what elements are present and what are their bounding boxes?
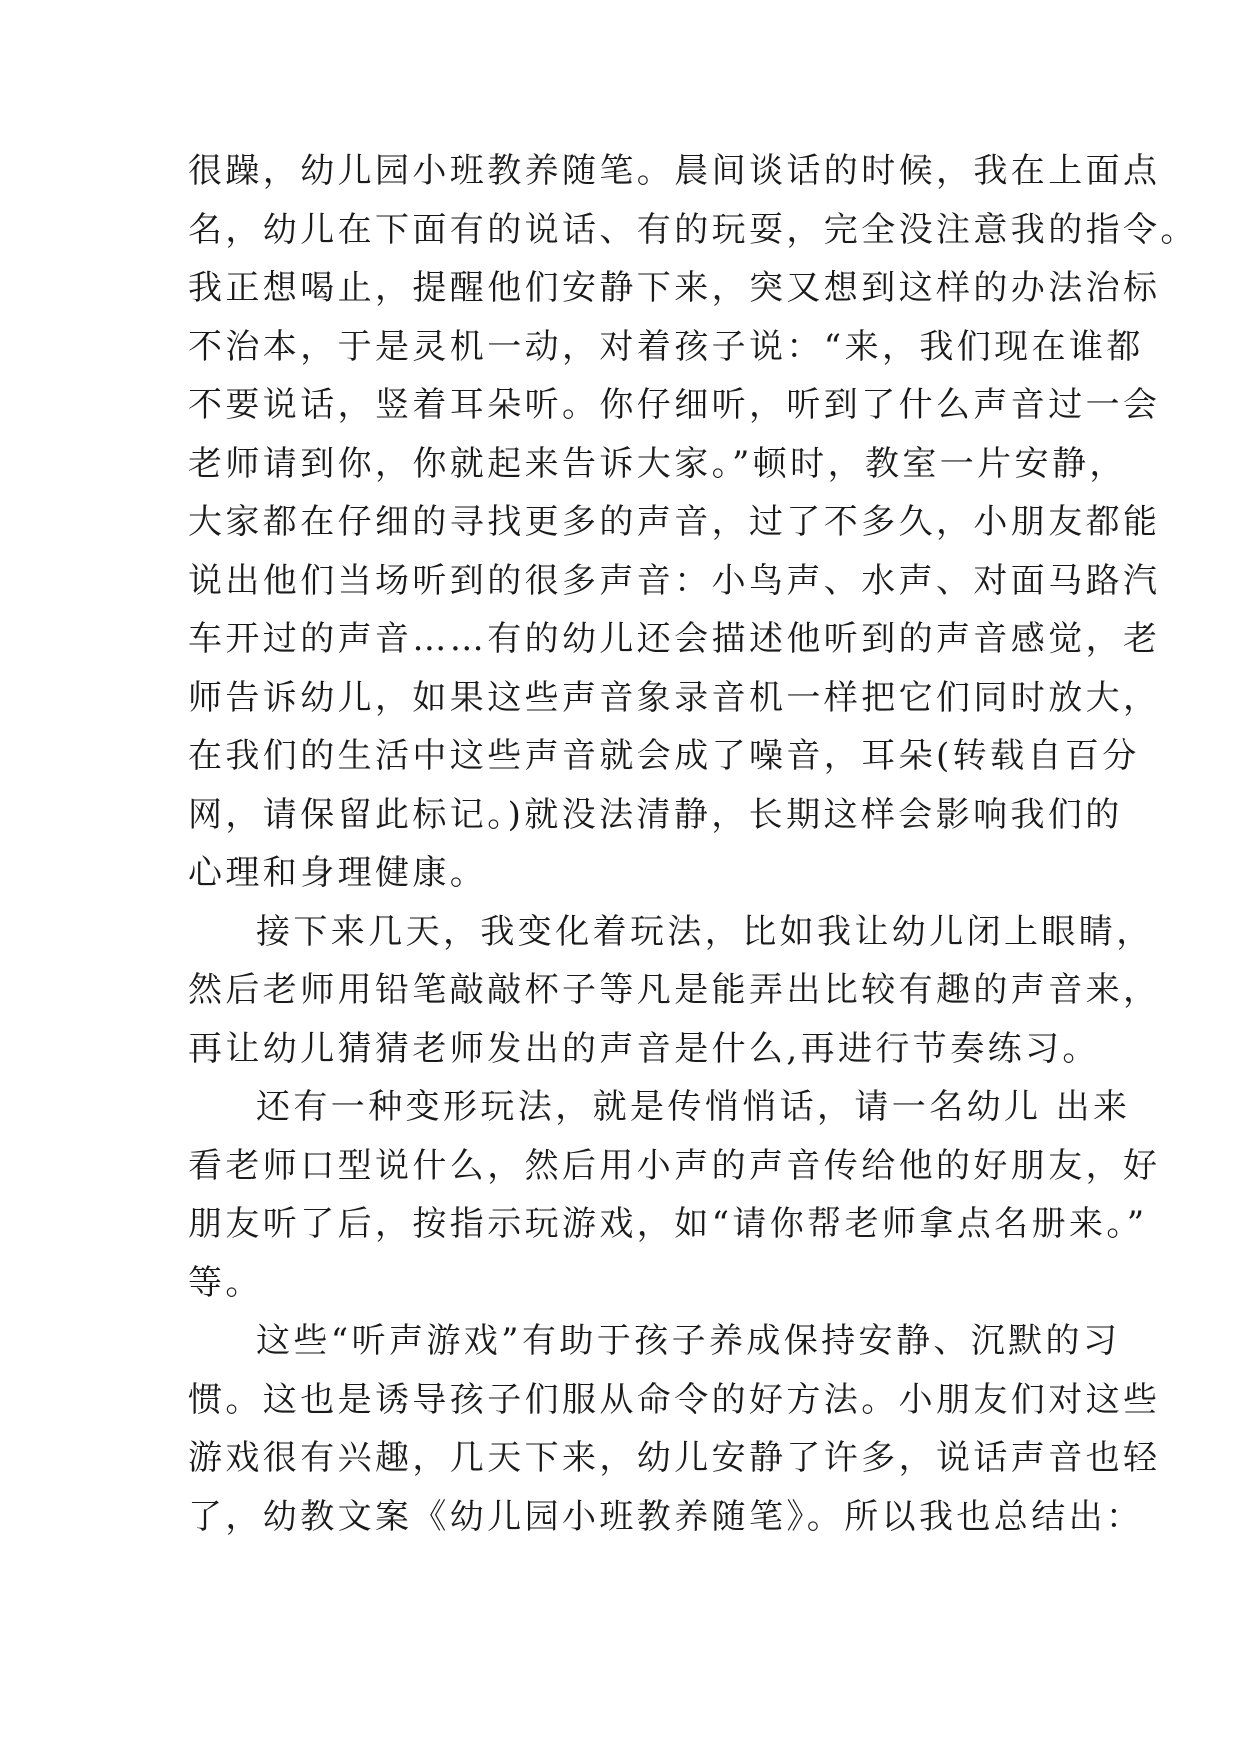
- paragraph-3: [188, 1078, 1161, 1312]
- text-line: 还有一种变形玩法，就是传悄悄话，请一名幼儿 出来: [256, 1087, 1131, 1127]
- text-line: 老师请到你，你就起来告诉大家。”顿时，教室一片安静，: [188, 443, 1127, 484]
- text-line: 再让幼儿猜猜老师发出的声音是什么,再进行节奏练习。: [188, 1028, 1100, 1069]
- text-line: 名，幼儿在下面有的说话、有的玩耍，完全没注意我的指令。: [188, 209, 1198, 250]
- text-line: 很躁，幼儿园小班教养随笔。晨间谈话的时候，我在上面点: [188, 151, 1161, 191]
- text-line: 车开过的声音……有的幼儿还会描述他听到的声音感觉，老: [188, 619, 1161, 659]
- text-line: 看老师口型说什么，然后用小声的声音传给他的好朋友，好: [188, 1145, 1161, 1186]
- text-line: 我正想喝止，提醒他们安静下来，突又想到这样的办法治标: [188, 268, 1161, 308]
- document-page: [188, 142, 1198, 1546]
- text-line: 了，幼教文案《幼儿园小班教养随笔》。所以我也总结出：: [188, 1496, 1144, 1537]
- paragraph-2: [188, 903, 1161, 1079]
- paragraph-4: [188, 1312, 1161, 1546]
- text-line: 接下来几天，我变化着玩法，比如我让幼儿闭上眼睛，: [256, 911, 1154, 952]
- text-line: 网，请保留此标记。)就没法清静，长期这样会影响我们的: [188, 794, 1123, 835]
- text-line: 大家都在仔细的寻找更多的声音，过了不多久，小朋友都能: [188, 502, 1161, 542]
- text-line: 说出他们当场听到的很多声音：小鸟声、水声、对面马路汽: [188, 560, 1161, 601]
- text-line: 师告诉幼儿，如果这些声音象录音机一样把它们同时放大，: [188, 677, 1161, 718]
- text-line: 这些“听声游戏”有助于孩子养成保持安静、沉默的习: [256, 1321, 1121, 1361]
- text-line: 不要说话，竖着耳朵听。你仔细听，听到了什么声音过一会: [188, 385, 1161, 425]
- text-line: 惯。这也是诱导孩子们服从命令的好方法。小朋友们对这些: [188, 1379, 1161, 1420]
- text-line: 在我们的生活中这些声音就会成了噪音，耳朵(转载自百分: [188, 736, 1140, 776]
- text-line: 不治本，于是灵机一动，对着孩子说：“来，我们现在谁都: [188, 326, 1144, 367]
- text-line: 然后老师用铅笔敲敲杯子等凡是能弄出比较有趣的声音来，: [188, 970, 1161, 1010]
- text-line: 等。: [188, 1262, 263, 1303]
- text-line: 心理和身理健康。: [188, 853, 488, 893]
- paragraph-1: [188, 142, 1198, 903]
- text-line: 游戏很有兴趣，几天下来，幼儿安静了许多，说话声音也轻: [188, 1438, 1161, 1478]
- text-line: 朋友听了后，按指示玩游戏，如“请你帮老师拿点名册来。”: [188, 1204, 1148, 1244]
